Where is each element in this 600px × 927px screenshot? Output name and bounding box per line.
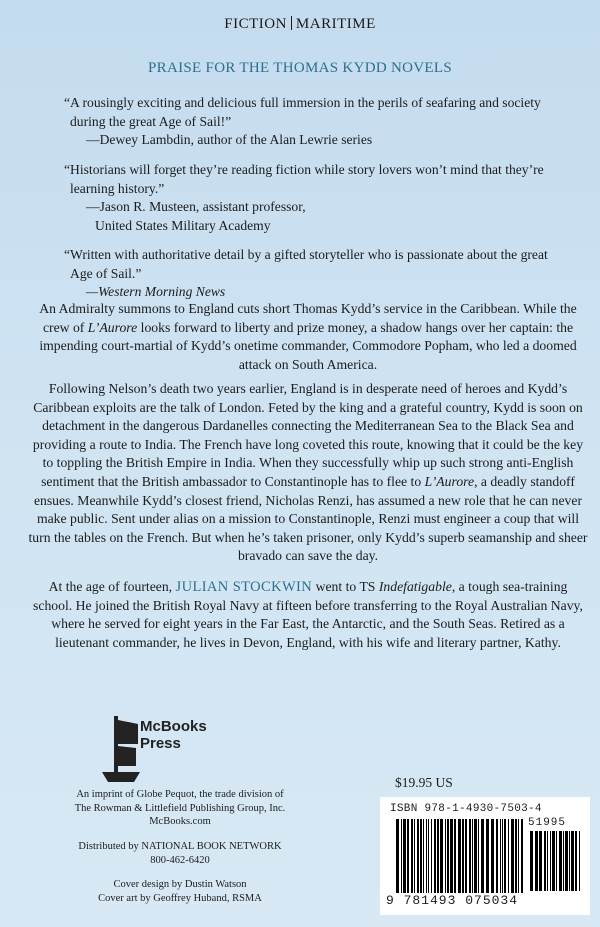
author-bio [28,578,588,652]
quote-attribution [64,198,564,217]
imprint-line: The Rowman & Littlefield Publishing Group, Inc. [74,802,286,814]
ship-name: Indefatigable [378,579,452,594]
publisher-logo-text [140,718,207,752]
quote-text: “Written with authoritative detail by a gifted storyteller who is passionate about the great Age of Sail.” [64,247,548,281]
barcode-panel [380,797,590,915]
credit-art: Cover art by Geoffrey Huband, RSMA [98,892,262,904]
praise-quote [64,246,564,302]
bio-text: At the age of fourteen, [48,579,176,594]
logo-line-1: McBooks [140,718,207,735]
imprint-website: McBooks.com [149,816,211,827]
category-separator [291,16,292,30]
bio-text: , a tough sea-training school. He joined the British Royal Navy at fifteen before transferring to the Royal Australian Navy, where he served for eight years in the Far East, the Antarctic, and the South Seas. Retired as a lieutenant commander, he lives in Devon, England, with his wife and literary partner, Kathy. [33,579,583,650]
praise-quote [64,161,564,235]
synopsis-text: An Admiralty summons to England cuts short Thomas Kydd’s service in the Caribbean. While the crew of [39,301,577,335]
distributor-phone: 800-462-6420 [150,854,210,866]
quote-text: “Historians will forget they’re reading fiction while story lovers won’t mind that they’re learning history.” [64,162,544,196]
synopsis-paragraph-1 [28,300,588,374]
credit-design: Cover design by Dustin Watson [113,879,247,890]
attribution-name: —Western Morning News [86,284,226,299]
praise-heading: PRAISE FOR THE THOMAS KYDD NOVELS [148,60,452,76]
quote-text: “A rousingly exciting and delicious full immersion in the perils of seafaring and society during the great Age of Sail!” [64,95,541,129]
addon-barcode-icon [530,831,582,891]
quote-attribution-line2: United States Military Academy [95,217,271,233]
quote-attribution [64,283,564,302]
ship-name: L’Aurore [424,473,475,489]
category-maritime: MARITIME [295,16,376,32]
attribution-detail: , author of the Alan Lewrie series [190,132,373,147]
imprint-line: An imprint of Globe Pequot, the trade division of [76,789,284,800]
addon-code: 51995 [528,817,567,829]
praise-quote [64,94,564,150]
logo-line-2: Press [140,735,181,752]
imprint-info [0,788,360,829]
category-fiction: FICTION [224,16,287,32]
distributor-info [0,840,360,867]
bio-text: went to TS [312,579,379,594]
attribution-name: —Jason R. Musteen [86,199,196,214]
quote-attribution [64,131,564,150]
synopsis-paragraph-2 [28,380,588,566]
ean-barcode-icon [396,819,524,893]
ship-name: L’Aurore [87,319,138,335]
synopsis-text: looks forward to liberty and prize money, a shadow hangs over her captain: the impending court-martial of Kydd’s onetime commander, Commodore Popham, who led a doomed attack on South America. [39,319,577,372]
author-name: JULIAN STOCKWIN [175,579,313,595]
synopsis-text: Following Nelson’s death two years earlier, England is in desperate need of heroes and Kydd’s Caribbean exploits are the talk of London. Feted by the king and a grateful country, Kydd is soon on detachment in the dangerous Dardanelles connecting the Mediterranean Sea to the Black Sea and providing a route to India. The French have long coveted this route, knowing that it could be the key to toppling the British Empire in India. When they successfully whip up such strong anti-English sentiment that the British ambassador to Constantinople has to flee to [32,381,584,489]
synopsis-text: , a deadly standoff ensues. Meanwhile Kydd’s closest friend, Nicholas Renzi, has assumed a new role that he can never make public. Sent under alias on a mission to Constantinople, Renzi must engineer a coup that will turn the tables on the French. But when he’s taken prisoner, only Kydd’s superb seamanship and sheer bravado can save the day. [28,473,588,564]
category-label [0,16,600,33]
distributor-line: Distributed by NATIONAL BOOK NETWORK [78,841,282,852]
attribution-detail: , assistant professor, [195,199,306,214]
attribution-name: —Dewey Lambdin [86,132,191,147]
cover-credits [0,878,360,905]
isbn-text: ISBN 978-1-4930-7503-4 [390,803,542,815]
ean-number: 9 781493 075034 [386,893,519,908]
price: $19.95 US [395,775,453,790]
